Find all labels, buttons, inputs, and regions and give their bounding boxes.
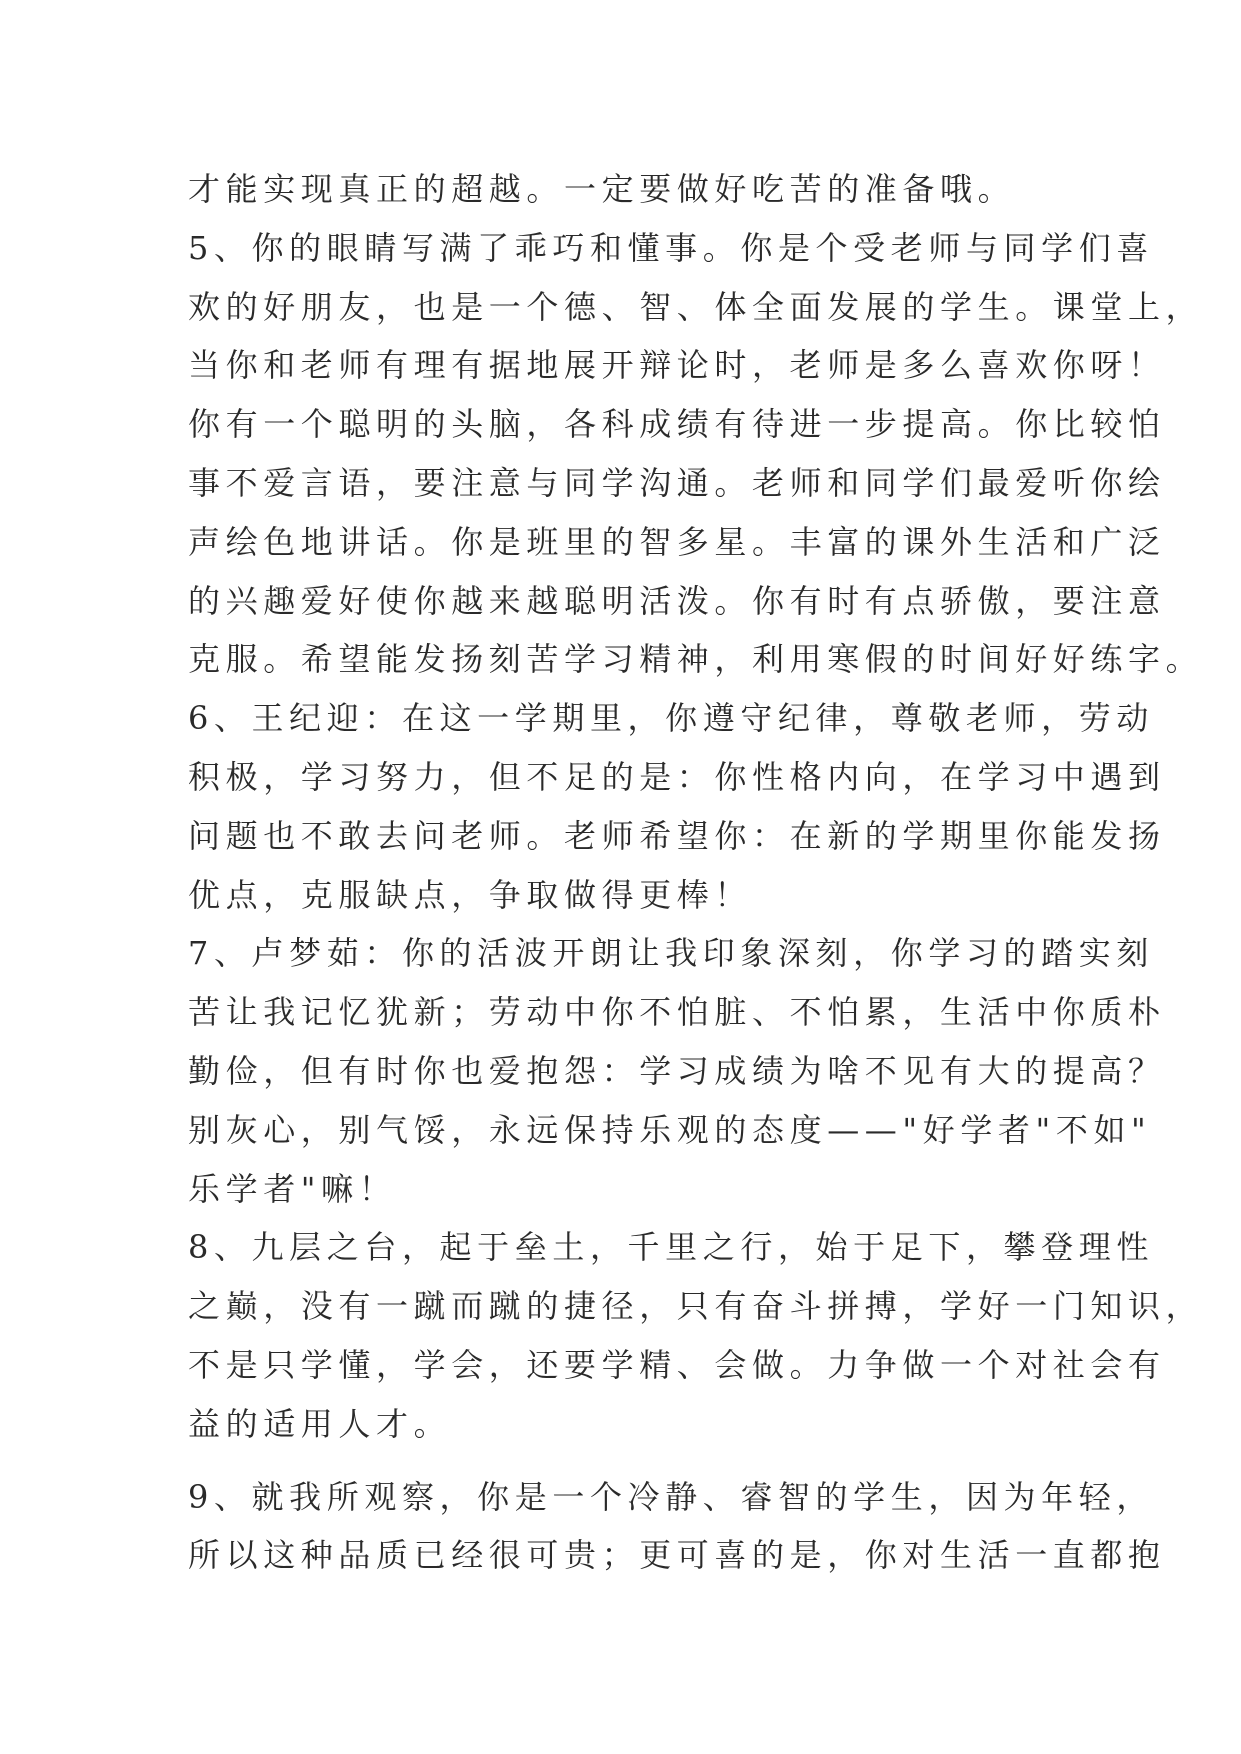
- paragraph-gap: [188, 1454, 1068, 1468]
- text-line: 9、就我所观察，你是一个冷静、睿智的学生，因为年轻，: [188, 1477, 1154, 1516]
- text-line: 积极，学习努力，但不足的是：你性格内向，在学习中遇到: [188, 757, 1166, 796]
- text-line: 益的适用人才。: [188, 1404, 452, 1443]
- document-body: [188, 160, 1204, 1585]
- text-line: 8、九层之台，起于垒土，千里之行，始于足下，攀登理性: [188, 1228, 1154, 1267]
- text-line: 7、卢梦茹：你的活波开朗让我印象深刻，你学习的踏实刻: [188, 934, 1154, 973]
- text-line: 事不爱言语，要注意与同学沟通。老师和同学们最爱听你绘: [188, 463, 1166, 502]
- text-line: 声绘色地讲话。你是班里的智多星。丰富的课外生活和广泛: [188, 522, 1166, 561]
- text-line: 6、王纪迎：在这一学期里，你遵守纪律，尊敬老师，劳动: [188, 699, 1154, 738]
- text-line: 苦让我记忆犹新；劳动中你不怕脏、不怕累，生活中你质朴: [188, 993, 1166, 1032]
- text-line: 所以这种品质已经很可贵；更可喜的是，你对生活一直都抱: [188, 1536, 1166, 1575]
- text-line: 不是只学懂，学会，还要学精、会做。力争做一个对社会有: [188, 1345, 1166, 1384]
- text-line: 勤俭，但有时你也爱抱怨：学习成绩为啥不见有大的提高？: [188, 1051, 1166, 1090]
- text-line: 才能实现真正的超越。一定要做好吃苦的准备哦。: [188, 170, 1016, 208]
- text-line: 优点，克服缺点，争取做得更棒！: [188, 875, 753, 914]
- text-line: 乐学者"嘛！: [188, 1169, 397, 1208]
- text-line: 欢的好朋友，也是一个德、智、体全面发展的学生。课堂上，: [188, 287, 1204, 326]
- text-line: 问题也不敢去问老师。老师希望你：在新的学期里你能发扬: [188, 816, 1166, 855]
- text-line: 你有一个聪明的头脑，各科成绩有待进一步提高。你比较怕: [188, 405, 1166, 444]
- text-line: 的兴趣爱好使你越来越聪明活泼。你有时有点骄傲，要注意: [188, 581, 1166, 620]
- text-line: 5、你的眼睛写满了乖巧和懂事。你是个受老师与同学们喜: [188, 228, 1154, 267]
- text-line: 当你和老师有理有据地展开辩论时，老师是多么喜欢你呀！: [188, 346, 1166, 385]
- text-line: 克服。希望能发扬刻苦学习精神，利用寒假的时间好好练字。: [188, 640, 1204, 679]
- text-line: 之巅，没有一蹴而蹴的捷径，只有奋斗拼搏，学好一门知识，: [188, 1287, 1204, 1326]
- text-line: 别灰心，别气馁，永远保持乐观的态度——"好学者"不如": [188, 1110, 1152, 1149]
